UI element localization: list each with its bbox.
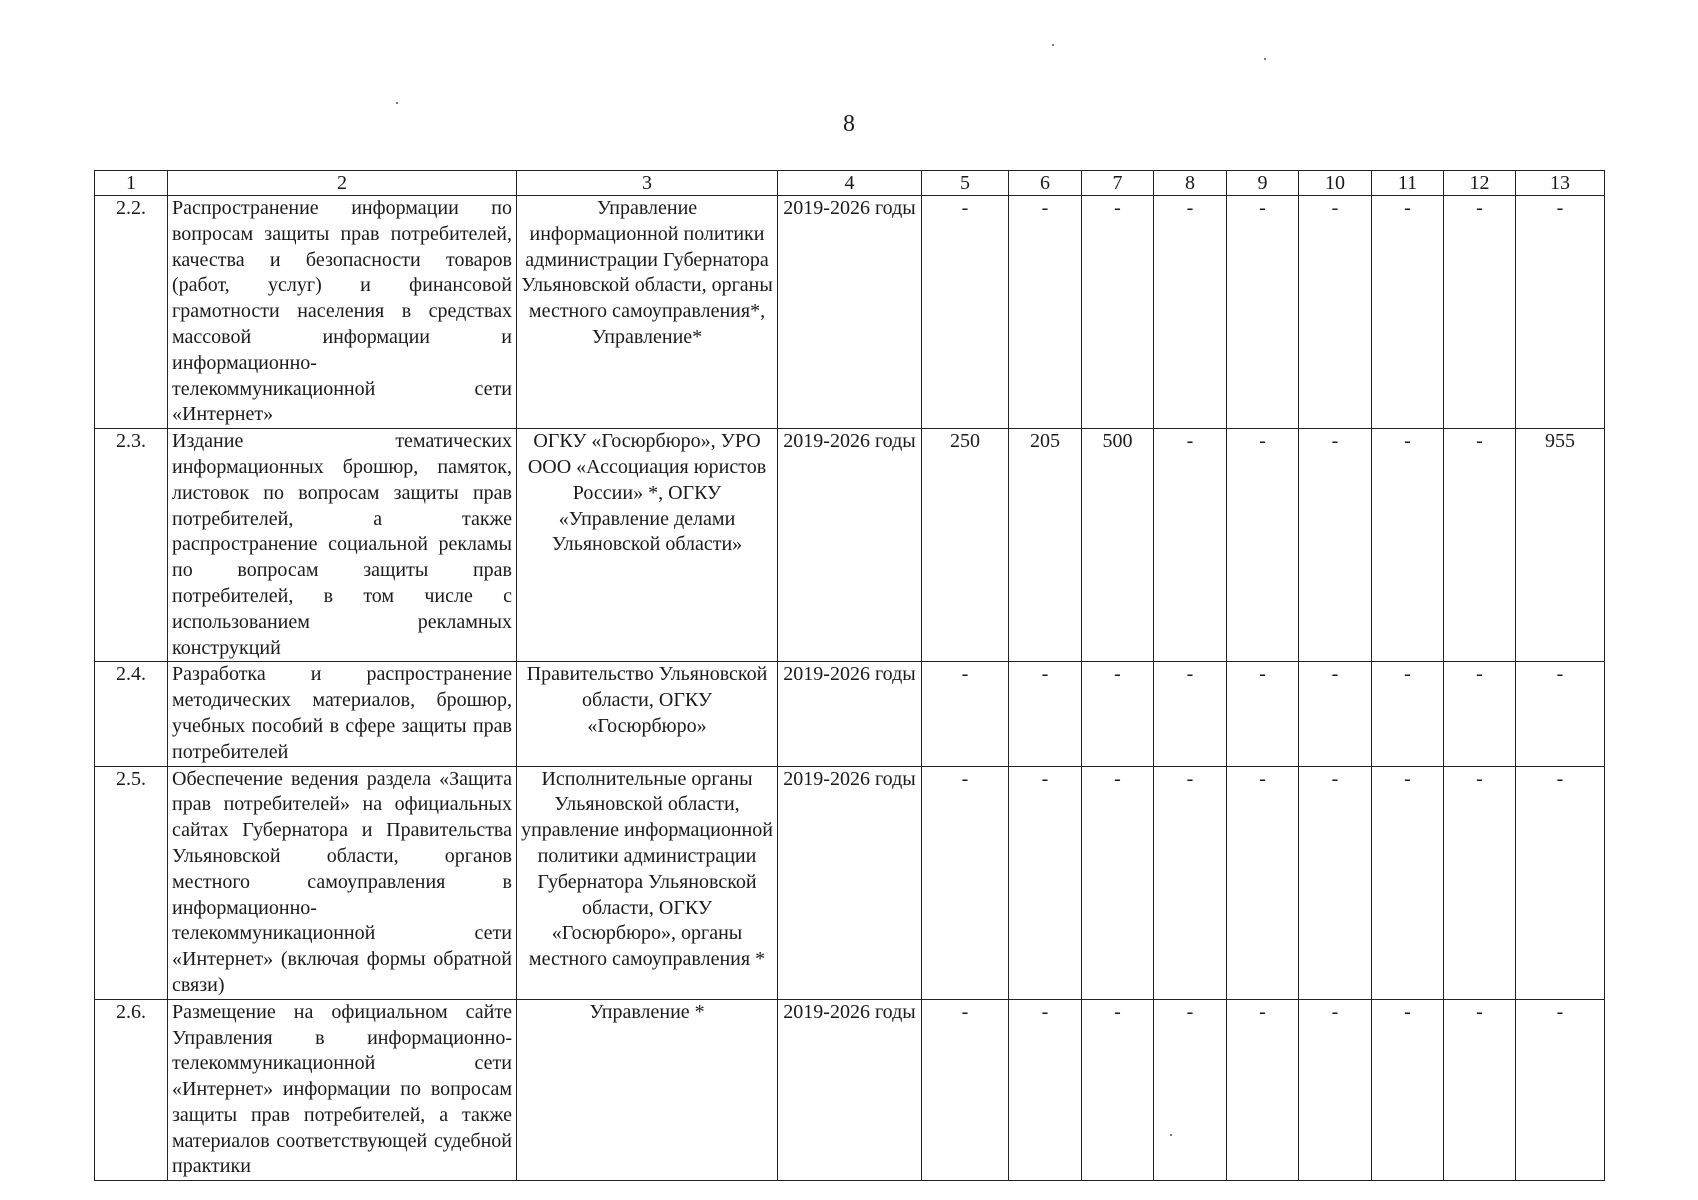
period-cell: 2019-2026 годы xyxy=(778,999,922,1181)
value-cell: - xyxy=(1516,766,1605,999)
column-header: 2 xyxy=(168,171,517,196)
period-cell: 2019-2026 годы xyxy=(778,662,922,766)
column-number-row xyxy=(95,171,1605,196)
row-number: 2.6. xyxy=(95,999,168,1181)
row-number: 2.2. xyxy=(95,196,168,429)
row-number: 2.5. xyxy=(95,766,168,999)
value-cell: - xyxy=(1154,766,1227,999)
value-cell: - xyxy=(922,662,1009,766)
column-header: 1 xyxy=(95,171,168,196)
value-cell: - xyxy=(1299,999,1372,1181)
value-cell: - xyxy=(1444,662,1516,766)
measures-table xyxy=(94,170,1605,1181)
measure-description: Разработка и распространение методических материалов, брошюр, учебных пособий в сфере защиты прав потребителей xyxy=(168,662,517,766)
value-cell: - xyxy=(1154,662,1227,766)
value-cell: - xyxy=(1009,662,1082,766)
value-cell: - xyxy=(1516,999,1605,1181)
value-cell: - xyxy=(1444,196,1516,429)
value-cell: - xyxy=(1299,429,1372,662)
value-cell: - xyxy=(1154,999,1227,1181)
column-header: 5 xyxy=(922,171,1009,196)
value-cell: 955 xyxy=(1516,429,1605,662)
value-cell: - xyxy=(1372,429,1444,662)
table-row xyxy=(95,662,1605,766)
value-cell: - xyxy=(1227,662,1299,766)
measure-description: Издание тематических информационных брошюр, памяток, листовок по вопросам защиты прав потребителей, а также распространение социальной рекламы по вопросам защиты прав потребителей, в том числе с использованием рекламных конструкций xyxy=(168,429,517,662)
executor-cell: Управление информационной политики администрации Губернатора Ульяновской области, органы местного самоуправления*, Управление* xyxy=(517,196,778,429)
column-header: 9 xyxy=(1227,171,1299,196)
value-cell: - xyxy=(1372,766,1444,999)
executor-cell: Управление * xyxy=(517,999,778,1181)
table-row xyxy=(95,196,1605,429)
column-header: 7 xyxy=(1082,171,1154,196)
value-cell: - xyxy=(1372,999,1444,1181)
value-cell: - xyxy=(922,766,1009,999)
measure-description: Обеспечение ведения раздела «Защита прав потребителей» на официальных сайтах Губернатора и Правительства Ульяновской области, органов местного самоуправления в информационно-телекоммуникационной сети «Интернет» (включая формы обратной связи) xyxy=(168,766,517,999)
row-number: 2.3. xyxy=(95,429,168,662)
table-row xyxy=(95,999,1605,1181)
value-cell: - xyxy=(1082,196,1154,429)
column-header: 8 xyxy=(1154,171,1227,196)
value-cell: - xyxy=(1154,429,1227,662)
value-cell: - xyxy=(1009,766,1082,999)
value-cell: - xyxy=(1444,766,1516,999)
column-header: 11 xyxy=(1372,171,1444,196)
value-cell: - xyxy=(1299,766,1372,999)
table-row xyxy=(95,429,1605,662)
value-cell: - xyxy=(1372,662,1444,766)
value-cell: - xyxy=(922,196,1009,429)
value-cell: - xyxy=(1516,196,1605,429)
value-cell: 500 xyxy=(1082,429,1154,662)
value-cell: - xyxy=(1227,999,1299,1181)
measure-description: Распространение информации по вопросам защиты прав потребителей, качества и безопасности товаров (работ, услуг) и финансовой грамотности населения в средствах массовой информации и информационно-телекоммуникационной сети «Интернет» xyxy=(168,196,517,429)
executor-cell: ОГКУ «Госюрбюро», УРО ООО «Ассоциация юристов России» *, ОГКУ «Управление делами Ульяновской области» xyxy=(517,429,778,662)
executor-cell: Правительство Ульяновской области, ОГКУ «Госюрбюро» xyxy=(517,662,778,766)
column-header: 10 xyxy=(1299,171,1372,196)
value-cell: - xyxy=(922,999,1009,1181)
value-cell: 250 xyxy=(922,429,1009,662)
column-header: 4 xyxy=(778,171,922,196)
column-header: 3 xyxy=(517,171,778,196)
value-cell: - xyxy=(1227,429,1299,662)
scan-speck xyxy=(1052,44,1054,46)
period-cell: 2019-2026 годы xyxy=(778,766,922,999)
measure-description: Размещение на официальном сайте Управления в информационно-телекоммуникационной сети «Интернет» информации по вопросам защиты прав потребителей, а также материалов соответствующей судебной практики xyxy=(168,999,517,1181)
value-cell: - xyxy=(1227,766,1299,999)
column-header: 6 xyxy=(1009,171,1082,196)
page-number: 8 xyxy=(843,111,855,137)
value-cell: - xyxy=(1082,662,1154,766)
scan-speck xyxy=(1264,58,1266,60)
row-number: 2.4. xyxy=(95,662,168,766)
value-cell: - xyxy=(1299,662,1372,766)
value-cell: - xyxy=(1227,196,1299,429)
value-cell: - xyxy=(1009,196,1082,429)
value-cell: - xyxy=(1009,999,1082,1181)
period-cell: 2019-2026 годы xyxy=(778,196,922,429)
column-header: 13 xyxy=(1516,171,1605,196)
value-cell: - xyxy=(1154,196,1227,429)
period-cell: 2019-2026 годы xyxy=(778,429,922,662)
value-cell: - xyxy=(1299,196,1372,429)
table-row xyxy=(95,766,1605,999)
value-cell: - xyxy=(1444,429,1516,662)
value-cell: - xyxy=(1444,999,1516,1181)
value-cell: - xyxy=(1082,999,1154,1181)
value-cell: - xyxy=(1372,196,1444,429)
executor-cell: Исполнительные органы Ульяновской области, управление информационной политики администрации Губернатора Ульяновской области, ОГКУ «Госюрбюро», органы местного самоуправления * xyxy=(517,766,778,999)
value-cell: - xyxy=(1082,766,1154,999)
value-cell: - xyxy=(1516,662,1605,766)
column-header: 12 xyxy=(1444,171,1516,196)
value-cell: 205 xyxy=(1009,429,1082,662)
scan-speck xyxy=(396,102,398,104)
